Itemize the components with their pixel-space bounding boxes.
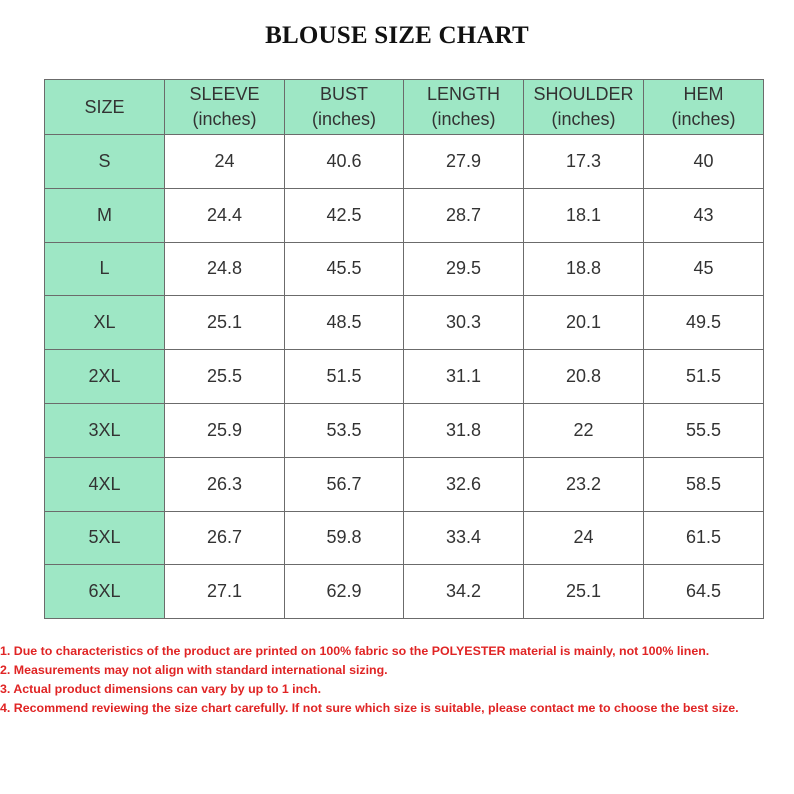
column-header-shoulder — [524, 80, 644, 135]
column-header-unit: (inches) — [431, 109, 496, 129]
sleeve-cell: 26.3 — [165, 457, 285, 511]
sleeve-cell: 25.5 — [165, 350, 285, 404]
column-header-sleeve — [165, 80, 285, 135]
sleeve-cell: 24.8 — [165, 242, 285, 296]
length-cell: 32.6 — [404, 457, 524, 511]
size-cell: L — [45, 242, 165, 296]
hem-cell: 40 — [644, 135, 764, 189]
size-cell: 6XL — [45, 565, 165, 619]
shoulder-cell: 18.8 — [524, 242, 644, 296]
bust-cell: 62.9 — [285, 565, 404, 619]
table-row — [45, 350, 764, 404]
column-header-label: SIZE — [84, 96, 125, 117]
hem-cell: 58.5 — [644, 457, 764, 511]
note-fabric: 1. Due to characteristics of the product are printed on 100% fabric so the POLYESTER material is mainly, not 100% linen. — [0, 644, 710, 658]
shoulder-cell: 18.1 — [524, 188, 644, 242]
bust-cell: 40.6 — [285, 135, 404, 189]
sleeve-cell: 26.7 — [165, 511, 285, 565]
sleeve-cell: 27.1 — [165, 565, 285, 619]
bust-cell: 51.5 — [285, 350, 404, 404]
shoulder-cell: 17.3 — [524, 135, 644, 189]
length-cell: 28.7 — [404, 188, 524, 242]
page-title: BLOUSE SIZE CHART — [265, 22, 529, 49]
table-row — [45, 242, 764, 296]
table-row — [45, 457, 764, 511]
note-contact: 4. Recommend reviewing the size chart carefully. If not sure which size is suitable, please contact me to choose the best size. — [0, 701, 739, 715]
sleeve-cell: 25.9 — [165, 403, 285, 457]
bust-cell: 59.8 — [285, 511, 404, 565]
length-cell: 33.4 — [404, 511, 524, 565]
bust-cell: 45.5 — [285, 242, 404, 296]
bust-cell: 53.5 — [285, 403, 404, 457]
column-header-length — [404, 80, 524, 135]
column-header-unit: (inches) — [192, 109, 257, 129]
shoulder-cell: 20.1 — [524, 296, 644, 350]
hem-cell: 61.5 — [644, 511, 764, 565]
length-cell: 30.3 — [404, 296, 524, 350]
column-header-label: LENGTH — [426, 84, 500, 104]
shoulder-cell: 22 — [524, 403, 644, 457]
column-header-unit: (inches) — [311, 109, 377, 129]
column-header-label: SLEEVE — [189, 84, 260, 104]
table-row — [45, 403, 764, 457]
column-header-unit: (inches) — [671, 109, 736, 129]
bust-cell: 42.5 — [285, 188, 404, 242]
size-cell: 5XL — [45, 511, 165, 565]
shoulder-cell: 20.8 — [524, 350, 644, 404]
sleeve-cell: 24.4 — [165, 188, 285, 242]
shoulder-cell: 24 — [524, 511, 644, 565]
table-row — [45, 296, 764, 350]
note-dimensions: 3. Actual product dimensions can vary by up to 1 inch. — [0, 682, 322, 696]
hem-cell: 55.5 — [644, 403, 764, 457]
size-cell: M — [45, 188, 165, 242]
column-header-bust — [285, 80, 404, 135]
sleeve-cell: 24 — [165, 135, 285, 189]
hem-cell: 45 — [644, 242, 764, 296]
size-chart-table — [44, 79, 764, 619]
column-header-unit: (inches) — [551, 109, 616, 129]
hem-cell: 49.5 — [644, 296, 764, 350]
bust-cell: 56.7 — [285, 457, 404, 511]
column-header-label: HEM — [683, 84, 724, 104]
shoulder-cell: 23.2 — [524, 457, 644, 511]
shoulder-cell: 25.1 — [524, 565, 644, 619]
notes-section — [0, 642, 790, 718]
length-cell: 34.2 — [404, 565, 524, 619]
column-header-size — [45, 80, 165, 135]
table-row — [45, 511, 764, 565]
size-cell: S — [45, 135, 165, 189]
hem-cell: 43 — [644, 188, 764, 242]
note-sizing: 2. Measurements may not align with standard international sizing. — [0, 663, 388, 677]
table-row — [45, 565, 764, 619]
table-row — [45, 135, 764, 189]
table-row — [45, 188, 764, 242]
length-cell: 31.8 — [404, 403, 524, 457]
column-header-label: SHOULDER — [533, 84, 634, 104]
size-cell: 2XL — [45, 350, 165, 404]
column-header-label: BUST — [319, 84, 368, 104]
length-cell: 29.5 — [404, 242, 524, 296]
sleeve-cell: 25.1 — [165, 296, 285, 350]
column-header-hem — [644, 80, 764, 135]
size-cell: XL — [45, 296, 165, 350]
length-cell: 31.1 — [404, 350, 524, 404]
size-cell: 3XL — [45, 403, 165, 457]
hem-cell: 51.5 — [644, 350, 764, 404]
table-header-row — [45, 80, 764, 135]
size-cell: 4XL — [45, 457, 165, 511]
hem-cell: 64.5 — [644, 565, 764, 619]
length-cell: 27.9 — [404, 135, 524, 189]
bust-cell: 48.5 — [285, 296, 404, 350]
